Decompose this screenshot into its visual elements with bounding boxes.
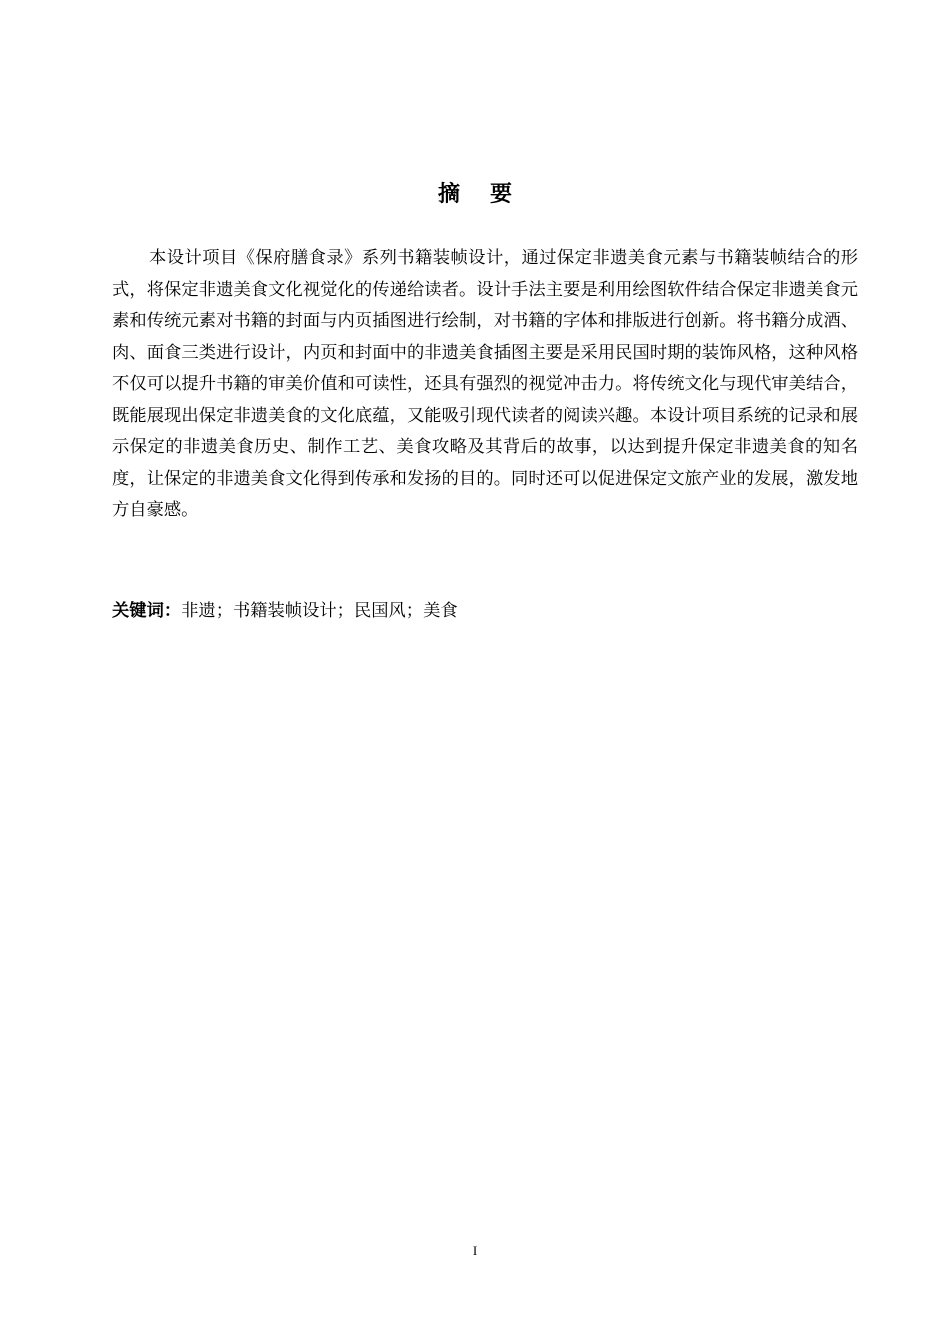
keywords-list: 非遗；书籍装帧设计；民国风；美食 (181, 601, 458, 621)
page-number: I (472, 1243, 478, 1258)
abstract-paragraph: 本设计项目《保府膳食录》系列书籍装帧设计，通过保定非遗美食元素与书籍装帧结合的形式，将保定非遗美食文化视觉化的传递给读者。设计手法主要是利用绘图软件结合保定非遗美食元素和传统元素对书籍的封面与内页插图进行绘制，对书籍的字体和排版进行创新。将书籍分成酒、肉、面食三类进行设计，内页和封面中的非遗美食插图主要是采用民国时期的装饰风格，这种风格不仅可以提升书籍的审美价值和可读性，还具有强烈的视觉冲击力。将传统文化与现代审美结合，既能展现出保定非遗美食的文化底蕴，又能吸引现代读者的阅读兴趣。本设计项目系统的记录和展示保定的非遗美食历史、制作工艺、美食攻略及其背后的故事，以达到提升保定非遗美食的知名度，让保定的非遗美食文化得到传承和发扬的目的。同时还可以促进保定文旅产业的发展，激发地方自豪感。 (112, 248, 858, 520)
keywords-line (112, 596, 858, 626)
abstract-heading: 摘要 (437, 182, 542, 207)
keywords-label: 关键词： (112, 601, 182, 621)
